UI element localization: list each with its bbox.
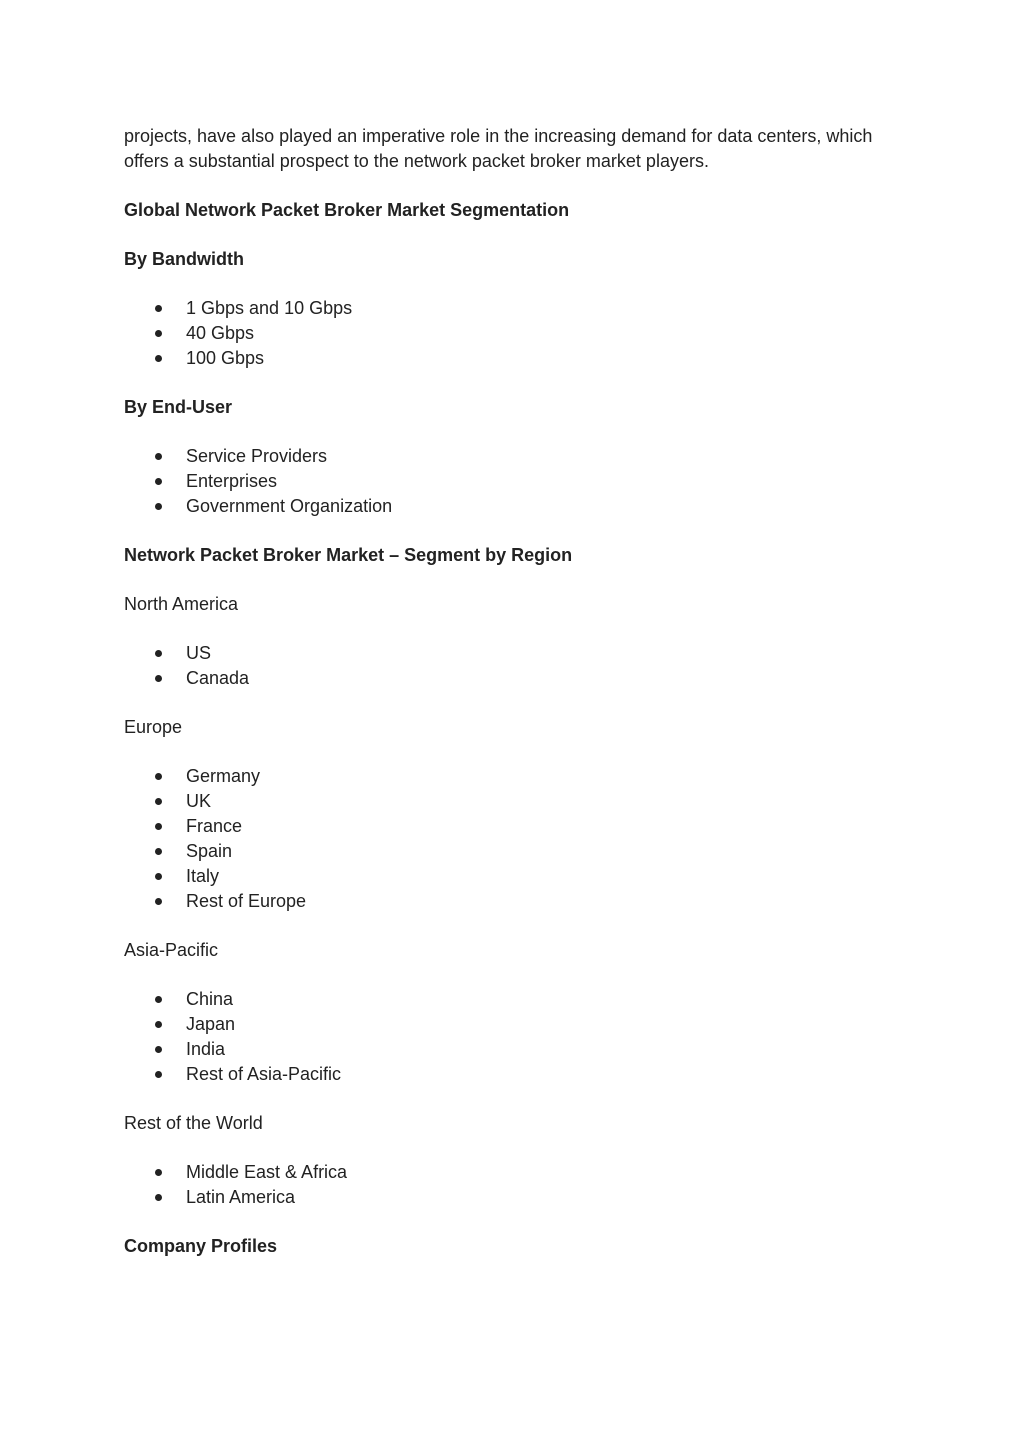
- list-item: [124, 321, 914, 346]
- bullet-icon: [155, 1021, 162, 1028]
- list-item-label: France: [186, 816, 243, 836]
- bandwidth-heading: By Bandwidth: [124, 249, 244, 269]
- bullet-icon: [155, 675, 162, 682]
- list-item-label: 40 Gbps: [186, 323, 255, 343]
- list-item-label: Enterprises: [186, 471, 278, 491]
- bullet-icon: [155, 1071, 162, 1078]
- bullet-icon: [155, 1194, 162, 1201]
- region-name-north-america: North America: [124, 594, 239, 614]
- bullet-icon: [155, 305, 162, 312]
- bullet-icon: [155, 1169, 162, 1176]
- list-item-label: Spain: [186, 841, 233, 861]
- list-item-label: Italy: [186, 866, 220, 886]
- list-item-label: Germany: [186, 766, 261, 786]
- list-item-label: Government Organization: [186, 496, 393, 516]
- bullet-icon: [155, 848, 162, 855]
- list-item: [124, 469, 914, 494]
- region-name-europe: Europe: [124, 717, 183, 737]
- list-item: [124, 839, 914, 864]
- end-user-list: [124, 444, 914, 519]
- list-item: [124, 1160, 914, 1185]
- list-item-label: Rest of Europe: [186, 891, 307, 911]
- end-user-heading: By End-User: [124, 397, 233, 417]
- segmentation-heading: Global Network Packet Broker Market Segmentation: [124, 200, 570, 220]
- region-name-rest-of-world: Rest of the World: [124, 1113, 263, 1133]
- bullet-icon: [155, 478, 162, 485]
- list-item: [124, 1185, 914, 1210]
- europe-list: [124, 764, 914, 914]
- list-item: [124, 764, 914, 789]
- bullet-icon: [155, 355, 162, 362]
- list-item: [124, 1037, 914, 1062]
- bullet-icon: [155, 453, 162, 460]
- list-item-label: 100 Gbps: [186, 348, 265, 368]
- intro-paragraph: projects, have also played an imperative role in the increasing demand for data centers, which offers a substantial prospect to the network packet broker market players.: [124, 126, 873, 171]
- list-item: [124, 296, 914, 321]
- bullet-icon: [155, 898, 162, 905]
- bandwidth-list: [124, 296, 914, 371]
- document-page: [124, 124, 914, 1259]
- bullet-icon: [155, 503, 162, 510]
- list-item-label: 1 Gbps and 10 Gbps: [186, 298, 353, 318]
- bullet-icon: [155, 823, 162, 830]
- list-item: [124, 641, 914, 666]
- bullet-icon: [155, 798, 162, 805]
- company-profiles-heading: Company Profiles: [124, 1236, 278, 1256]
- rest-of-world-list: [124, 1160, 914, 1210]
- list-item: [124, 494, 914, 519]
- list-item-label: Japan: [186, 1014, 236, 1034]
- list-item-label: China: [186, 989, 234, 1009]
- bullet-icon: [155, 1046, 162, 1053]
- list-item: [124, 1062, 914, 1087]
- list-item: [124, 444, 914, 469]
- list-item-label: Service Providers: [186, 446, 328, 466]
- list-item: [124, 1012, 914, 1037]
- list-item-label: US: [186, 643, 212, 663]
- list-item-label: India: [186, 1039, 226, 1059]
- list-item-label: Middle East & Africa: [186, 1162, 348, 1182]
- asia-pacific-list: [124, 987, 914, 1087]
- bullet-icon: [155, 773, 162, 780]
- list-item-label: UK: [186, 791, 212, 811]
- region-name-asia-pacific: Asia-Pacific: [124, 940, 219, 960]
- list-item: [124, 666, 914, 691]
- bullet-icon: [155, 330, 162, 337]
- list-item-label: Latin America: [186, 1187, 296, 1207]
- list-item: [124, 864, 914, 889]
- north-america-list: [124, 641, 914, 691]
- list-item: [124, 789, 914, 814]
- list-item: [124, 889, 914, 914]
- list-item: [124, 814, 914, 839]
- bullet-icon: [155, 873, 162, 880]
- list-item-label: Canada: [186, 668, 250, 688]
- list-item: [124, 346, 914, 371]
- bullet-icon: [155, 996, 162, 1003]
- list-item-label: Rest of Asia-Pacific: [186, 1064, 342, 1084]
- region-heading: Network Packet Broker Market – Segment by Region: [124, 545, 573, 565]
- bullet-icon: [155, 650, 162, 657]
- list-item: [124, 987, 914, 1012]
